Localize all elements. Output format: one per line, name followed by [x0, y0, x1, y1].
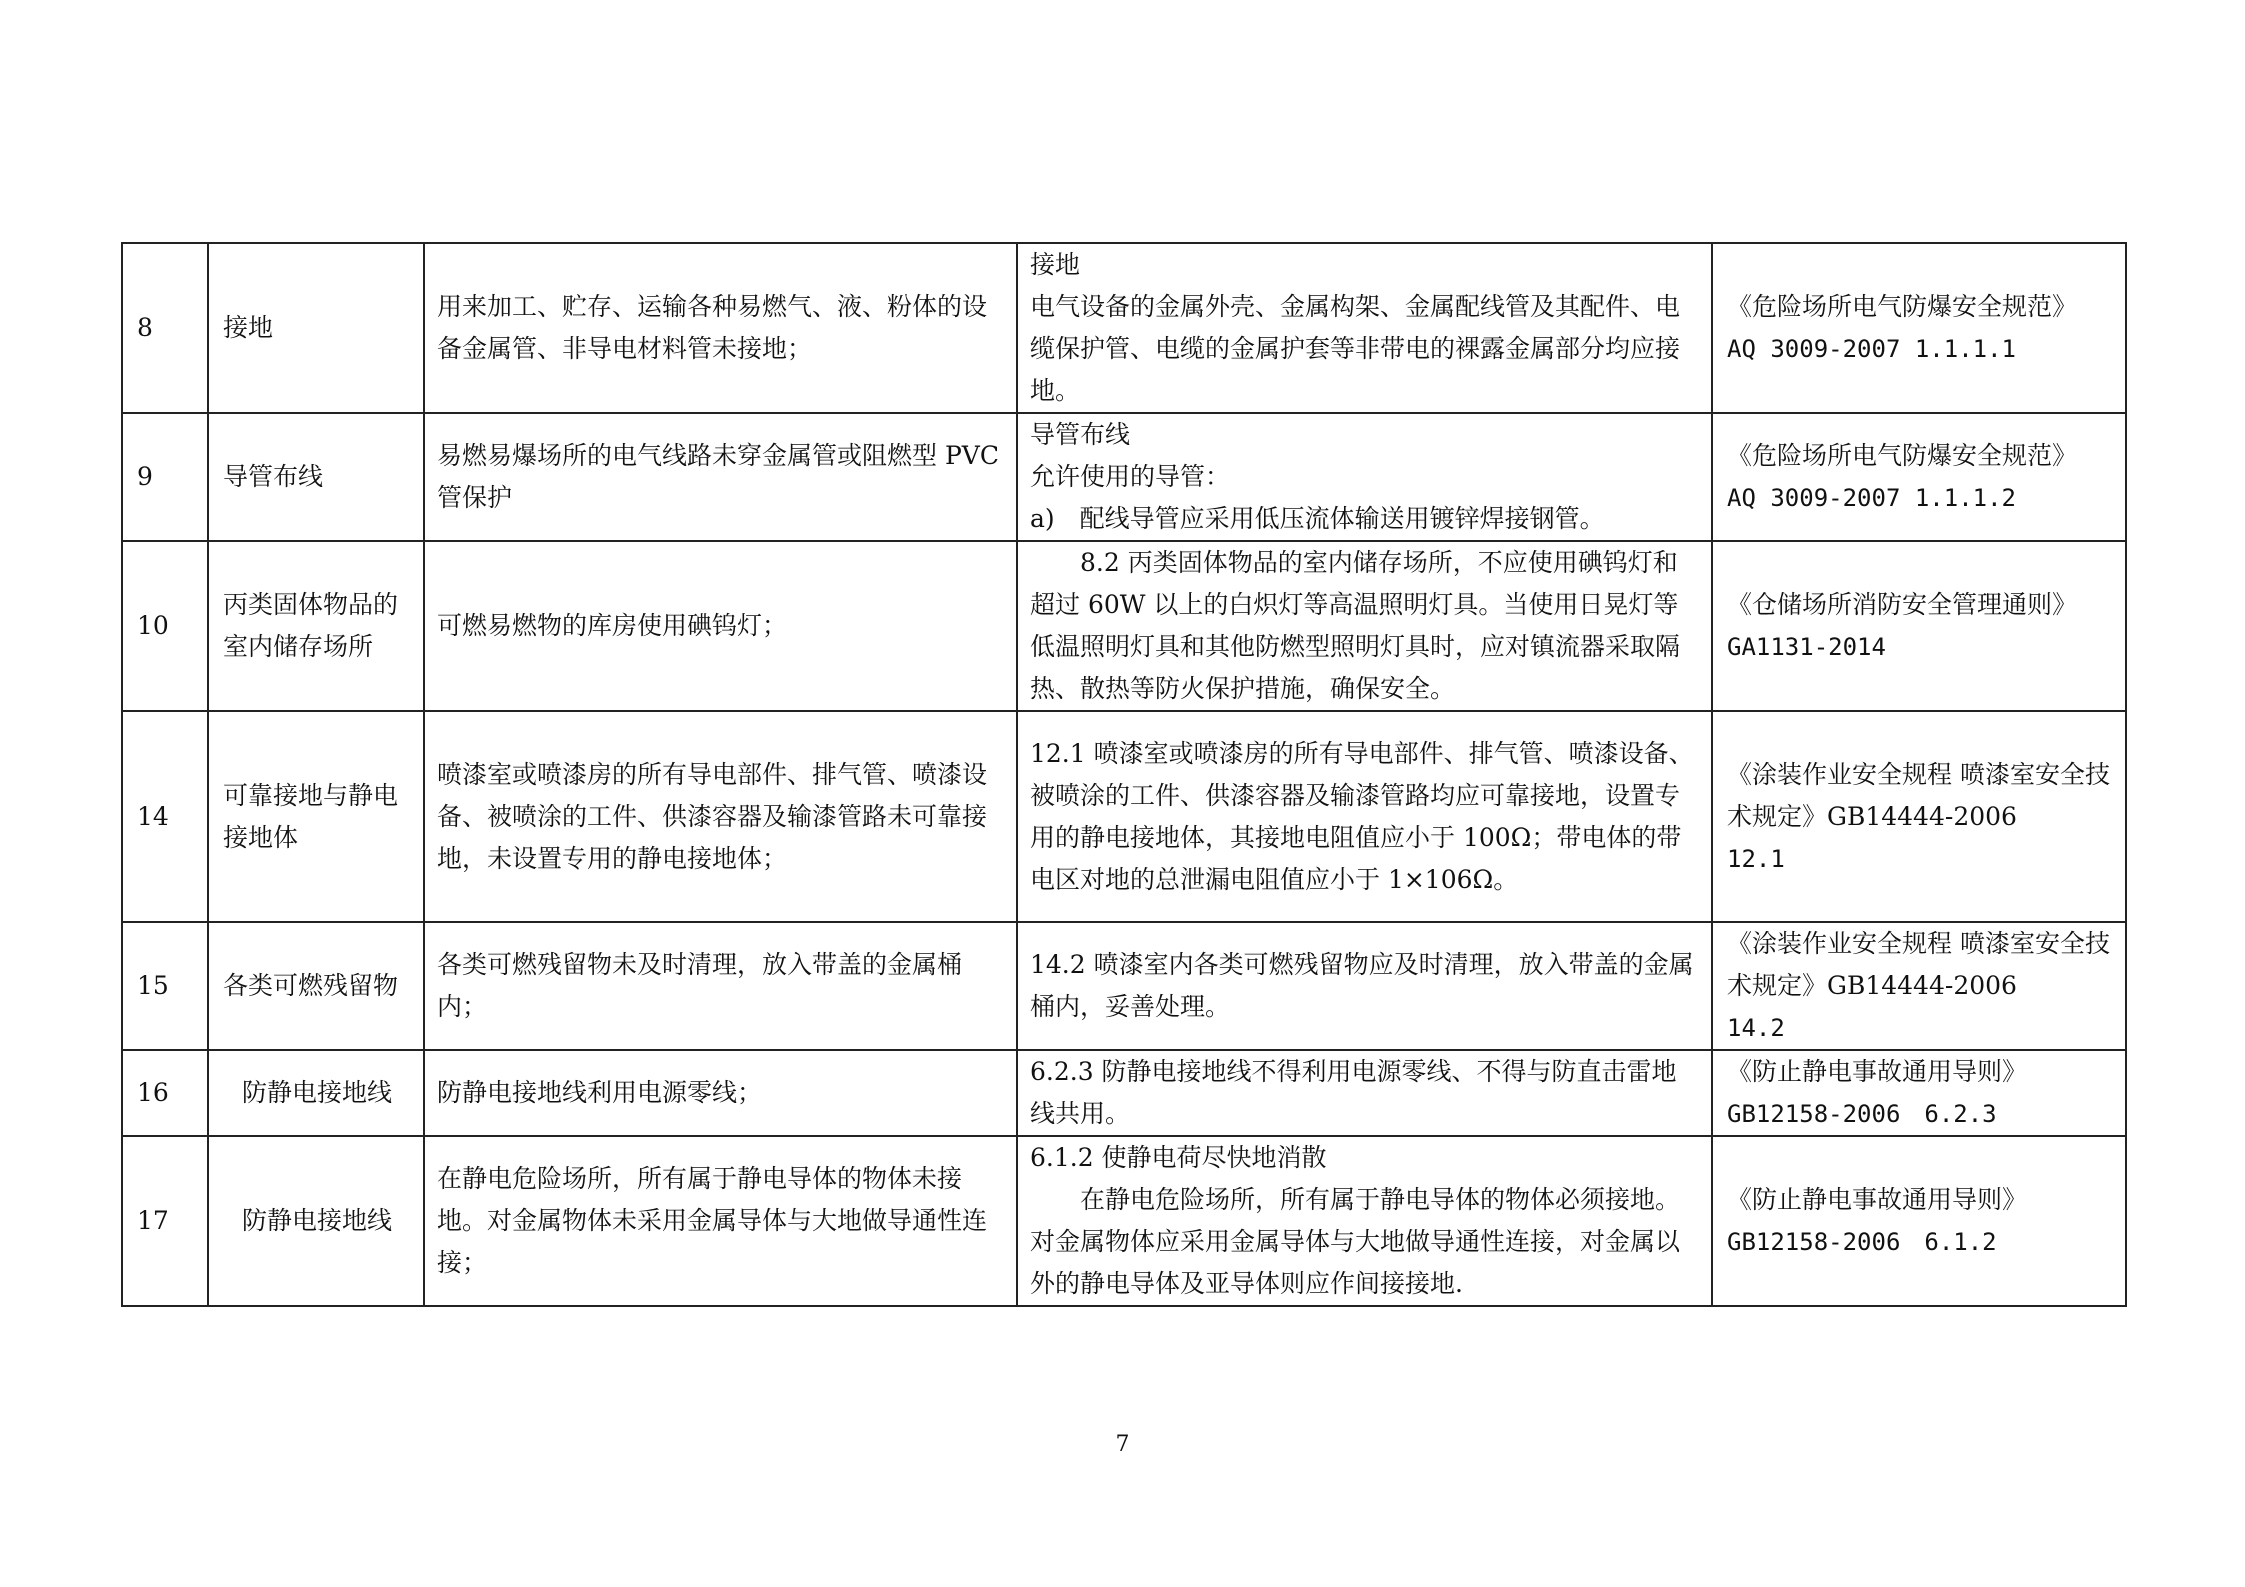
basis-code: GA1131-2014: [1727, 633, 1886, 661]
regulation-table: [121, 242, 2127, 1307]
problem-description: 易燃易爆场所的电气线路未穿金属管或阻燃型 PVC 管保护: [424, 413, 1017, 541]
row-number: 9: [122, 413, 208, 541]
page-number: 7: [1115, 1432, 1130, 1457]
basis-code: AQ 3009-2007 1.1.1.2: [1727, 484, 2016, 512]
problem-description: 喷漆室或喷漆房的所有导电部件、排气管、喷漆设备、被喷涂的工件、供漆容器及输漆管路未可靠接地，未设置专用的静电接地体；: [424, 711, 1017, 922]
requirement-title: 接地: [1030, 250, 1081, 279]
basis-code: AQ 3009-2007 1.1.1.1: [1727, 335, 2016, 363]
row-number: 14: [122, 711, 208, 922]
requirement-text: 12.1 喷漆室或喷漆房的所有导电部件、排气管、喷漆设备、被喷涂的工件、供漆容器及输漆管路均应可靠接地，设置专用的静电接地体，其接地电阻值应小于 100Ω；带电体的带电区对地的总泄漏电阻值应小于 1×106Ω。: [1017, 711, 1712, 922]
check-item: 防静电接地线: [208, 1136, 424, 1306]
regulation-table-container: [121, 242, 2125, 1307]
basis-reference: [1712, 413, 2126, 541]
basis-name: 《仓储场所消防安全管理通则》: [1727, 590, 2078, 619]
row-number: 10: [122, 541, 208, 711]
requirement-text: [1017, 413, 1712, 541]
row-number: 15: [122, 922, 208, 1050]
requirement-text: 8.2 丙类固体物品的室内储存场所，不应使用碘钨灯和超过 60W 以上的白炽灯等高温照明灯具。当使用日晃灯等低温照明灯具和其他防燃型照明灯具时，应对镇流器采取隔热、散热等防火保护措施，确保安全。: [1017, 541, 1712, 711]
check-item: 接地: [208, 243, 424, 413]
basis-code: GB12158-2006 6.1.2: [1727, 1228, 1997, 1256]
requirement-body: 在静电危险场所，所有属于静电导体的物体必须接地。对金属物体应采用金属导体与大地做导通性连接，对金属以外的静电导体及亚导体则应作间接接地.: [1030, 1185, 1681, 1298]
check-item: 可靠接地与静电接地体: [208, 711, 424, 922]
requirement-body-2: a) 配线导管应采用低压流体输送用镀锌焊接钢管。: [1030, 504, 1605, 533]
requirement-title: 6.1.2 使静电荷尽快地消散: [1030, 1143, 1327, 1172]
requirement-text: 6.2.3 防静电接地线不得利用电源零线、不得与防直击雷地线共用。: [1017, 1050, 1712, 1136]
check-item: 各类可燃残留物: [208, 922, 424, 1050]
requirement-text: [1017, 1136, 1712, 1306]
basis-reference: [1712, 541, 2126, 711]
check-item: 防静电接地线: [208, 1050, 424, 1136]
basis-reference: [1712, 922, 2126, 1050]
table-row: [122, 243, 2126, 413]
basis-name: 《危险场所电气防爆安全规范》: [1727, 441, 2078, 470]
problem-description: 用来加工、贮存、运输各种易燃气、液、粉体的设备金属管、非导电材料管未接地；: [424, 243, 1017, 413]
table-row: [122, 1136, 2126, 1306]
table-row: [122, 413, 2126, 541]
requirement-text: [1017, 243, 1712, 413]
requirement-body: 电气设备的金属外壳、金属构架、金属配线管及其配件、电缆保护管、电缆的金属护套等非带电的裸露金属部分均应接地。: [1030, 292, 1681, 405]
basis-reference: [1712, 1050, 2126, 1136]
requirement-text: 14.2 喷漆室内各类可燃残留物应及时清理，放入带盖的金属桶内，妥善处理。: [1017, 922, 1712, 1050]
basis-reference: [1712, 711, 2126, 922]
table-row: [122, 541, 2126, 711]
basis-reference: [1712, 1136, 2126, 1306]
basis-name: 《防止静电事故通用导则》: [1727, 1057, 2028, 1086]
basis-name: 《危险场所电气防爆安全规范》: [1727, 292, 2078, 321]
basis-reference: [1712, 243, 2126, 413]
row-number: 8: [122, 243, 208, 413]
problem-description: 在静电危险场所，所有属于静电导体的物体未接地。对金属物体未采用金属导体与大地做导通性连接；: [424, 1136, 1017, 1306]
row-number: 17: [122, 1136, 208, 1306]
basis-code: GB12158-2006 6.2.3: [1727, 1100, 1997, 1128]
basis-name: 《涂装作业安全规程 喷漆室安全技术规定》GB14444-2006: [1727, 929, 2110, 1000]
table-row: [122, 1050, 2126, 1136]
basis-code: 14.2: [1727, 1014, 1785, 1042]
check-item: 导管布线: [208, 413, 424, 541]
row-number: 16: [122, 1050, 208, 1136]
problem-description: 防静电接地线利用电源零线；: [424, 1050, 1017, 1136]
problem-description: 各类可燃残留物未及时清理，放入带盖的金属桶内；: [424, 922, 1017, 1050]
basis-name: 《防止静电事故通用导则》: [1727, 1185, 2028, 1214]
basis-name: 《涂装作业安全规程 喷漆室安全技术规定》GB14444-2006: [1727, 759, 2110, 831]
basis-code: 12.1: [1727, 844, 1785, 873]
problem-description: 可燃易燃物的库房使用碘钨灯；: [424, 541, 1017, 711]
table-row: [122, 711, 2126, 922]
requirement-body: 允许使用的导管：: [1030, 462, 1231, 491]
table-row: [122, 922, 2126, 1050]
check-item: 丙类固体物品的室内储存场所: [208, 541, 424, 711]
requirement-title: 导管布线: [1030, 420, 1131, 449]
